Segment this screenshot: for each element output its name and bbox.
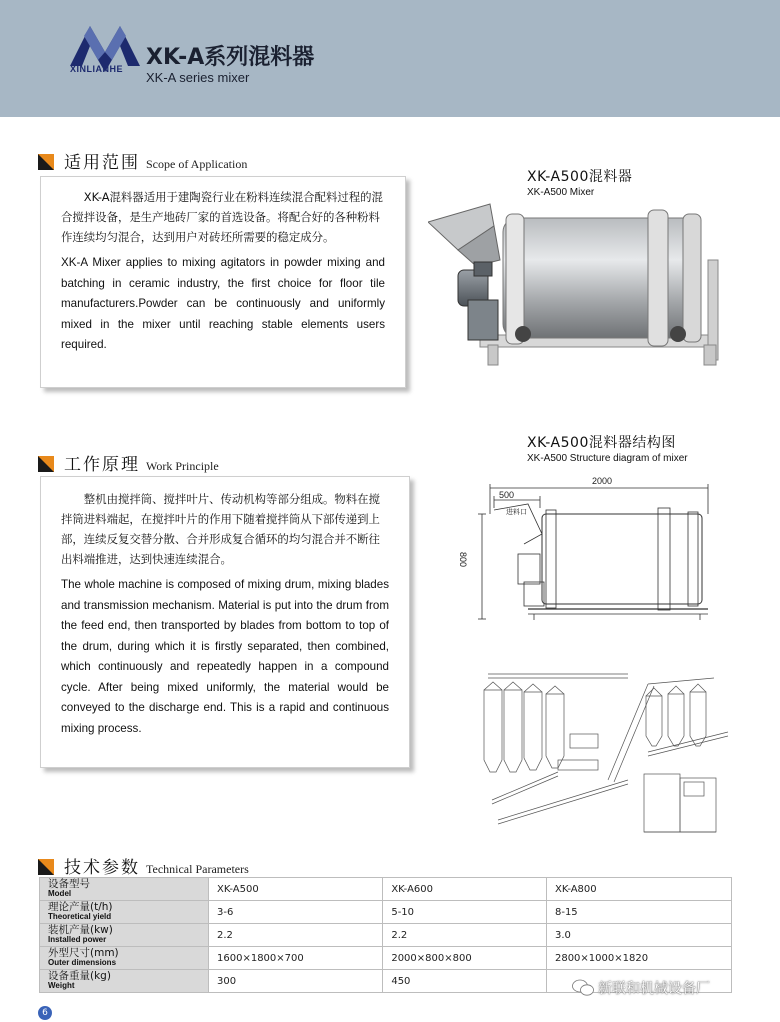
- label-en: Weight: [48, 981, 75, 990]
- mixer-photo: [428, 200, 728, 372]
- section-title-en: Technical Parameters: [146, 862, 249, 876]
- section-heading-params: [38, 853, 249, 878]
- dimension-length: 2000: [592, 476, 613, 486]
- table-row: [40, 947, 732, 970]
- label-en: Outer dimensions: [48, 958, 117, 967]
- scope-text-box: [40, 176, 406, 388]
- label-cn: 设备重量(kg): [48, 970, 111, 982]
- label-cn: 外型尺寸(mm): [48, 947, 119, 959]
- principle-text-box: [40, 476, 410, 768]
- watermark-text: 新联和机械设备厂: [598, 981, 710, 997]
- row-label: [40, 970, 209, 993]
- params-table: [39, 877, 732, 993]
- table-cell: 300: [209, 970, 383, 993]
- scope-text-cn: XK-A混料器适用于建陶瓷行业在粉料连续混合配料过程的混合搅拌设备，是生产地砖厂家的首选设备。将配合好的各种粉料作连续均匀混合，达到用户对砖坯所需要的稳定成分。: [61, 190, 383, 244]
- table-cell: 2800×1000×1820: [546, 947, 731, 970]
- table-row: [40, 924, 732, 947]
- table-cell: 1600×1800×700: [209, 947, 383, 970]
- header-banner: [0, 0, 780, 117]
- table-row: [40, 878, 732, 901]
- section-marker-icon: [38, 456, 54, 472]
- section-title-en: Work Principle: [146, 459, 219, 473]
- table-cell: 2.2: [209, 924, 383, 947]
- section-title-cn: 技术参数: [64, 858, 140, 878]
- section-marker-icon: [38, 154, 54, 170]
- label-cn: 设备型号: [48, 878, 90, 890]
- photo-title: XK-A500混料器: [527, 169, 633, 185]
- logo-text: XINLIANHE: [70, 64, 124, 74]
- section-heading-principle: [38, 450, 219, 475]
- table-row: [40, 901, 732, 924]
- table-cell: XK-A800: [546, 878, 731, 901]
- section-title-cn: 工作原理: [64, 455, 140, 475]
- table-cell: 3-6: [209, 901, 383, 924]
- row-label: [40, 924, 209, 947]
- section-heading-scope: [38, 148, 247, 173]
- label-en: Theoretical yield: [48, 912, 112, 921]
- table-cell: 2.2: [383, 924, 547, 947]
- table-cell: 450: [383, 970, 547, 993]
- photo-subtitle: XK-A500 Mixer: [527, 187, 595, 198]
- section-title-en: Scope of Application: [146, 157, 248, 171]
- section-marker-icon: [38, 859, 54, 875]
- page-number: 6: [38, 1006, 52, 1020]
- row-label: [40, 947, 209, 970]
- process-layout-drawing: [478, 660, 736, 850]
- table-cell: 8-15: [546, 901, 731, 924]
- label-cn: 理论产量(t/h): [48, 901, 113, 913]
- watermark: [572, 978, 710, 998]
- table-cell: XK-A600: [383, 878, 547, 901]
- label-en: Installed power: [48, 935, 107, 944]
- feed-inlet-label: 进料口: [506, 508, 527, 516]
- diagram-subtitle: XK-A500 Structure diagram of mixer: [527, 453, 688, 464]
- section-title-cn: 适用范围: [64, 153, 140, 173]
- scope-text-en: XK-A Mixer applies to mixing agitators in powder mixing and batching in ceramic industry, the first choice for floor tile manufacturers.Powder can be continuously and uniformly mixed in the mixer until reaching stable elements users required.: [61, 256, 385, 351]
- xinlianhe-logo-icon: [70, 22, 140, 92]
- table-cell: 2000×800×800: [383, 947, 547, 970]
- principle-text-cn: 整机由搅拌筒、搅拌叶片、传动机构等部分组成。物料在搅拌筒进料端起，在搅拌叶片的作用下随着搅拌筒从下部传递到上部，连续反复交替分散、合并形成复合循环的均匀混合并不断往出料端推进，达到快速连续混合。: [61, 492, 380, 566]
- diagram-title: XK-A500混料器结构图: [527, 435, 676, 451]
- row-label: [40, 901, 209, 924]
- principle-text-en: The whole machine is composed of mixing drum, mixing blades and transmission mechanism. Material is put into the drum from the feed end, then transported by blades from bottom to top of the drum, during which it is firstly separated, then combined, which continuously and repeatedly happen in a compound cycle. After being mixed uniformly, the material would be conveyed to the discharge end. This is a rapid and continuous mixing process.: [61, 578, 389, 735]
- row-label: [40, 878, 209, 901]
- label-cn: 装机产量(kw): [48, 924, 113, 936]
- dimension-height: 800: [458, 552, 468, 568]
- dimension-feed: 500: [499, 490, 515, 500]
- table-cell: 5-10: [383, 901, 547, 924]
- table-cell: XK-A500: [209, 878, 383, 901]
- page-title: XK-A系列混料器: [146, 45, 315, 70]
- page-subtitle: XK-A series mixer: [146, 70, 250, 85]
- label-en: Model: [48, 889, 72, 898]
- wechat-icon: [572, 979, 594, 997]
- table-cell: 3.0: [546, 924, 731, 947]
